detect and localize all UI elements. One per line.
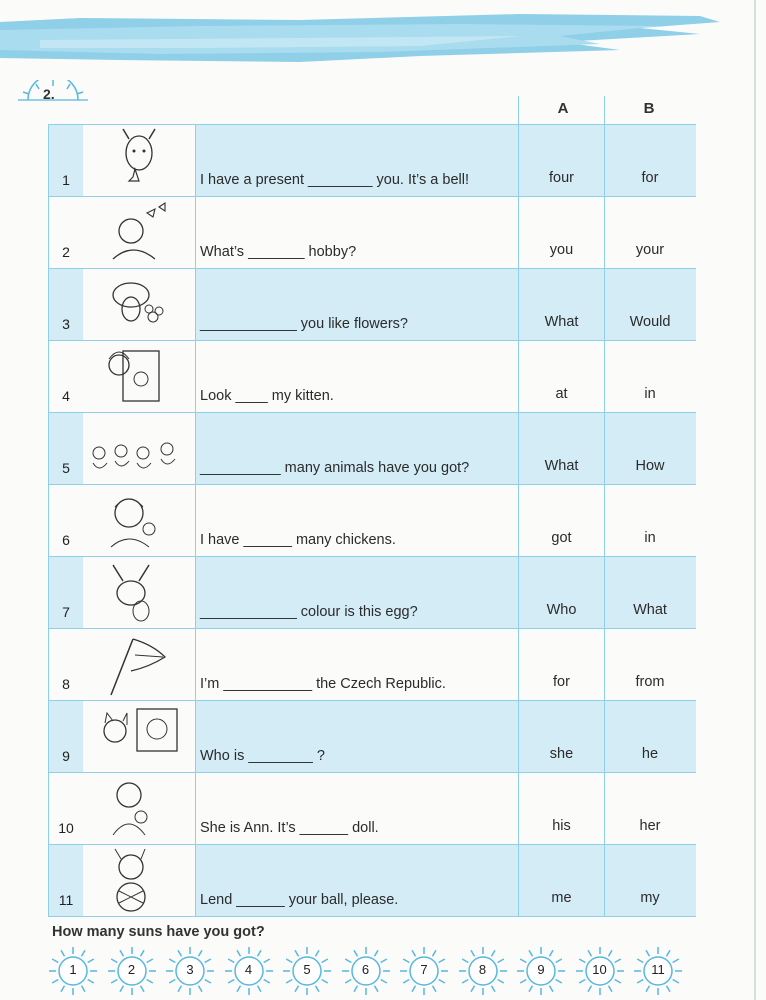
option-b-text: in: [644, 530, 656, 546]
option-a-cell[interactable]: [519, 773, 605, 844]
sheep-with-flowers-icon: [83, 269, 195, 340]
option-a-text: What: [544, 314, 579, 330]
sun-number: 10: [592, 962, 607, 977]
table-row: [48, 197, 696, 269]
row-picture-cell: [83, 341, 196, 412]
table-row: [48, 845, 696, 917]
row-number-cell: [48, 845, 84, 916]
option-b-cell[interactable]: [605, 125, 695, 196]
sun-circle[interactable]: [45, 945, 101, 997]
option-b-text: my: [640, 890, 660, 906]
option-b-cell[interactable]: [605, 197, 695, 268]
row-number: 5: [62, 460, 70, 476]
rabbit-with-egg-icon: [83, 557, 195, 628]
sun-number: 7: [420, 962, 428, 977]
row-picture-cell: [83, 557, 196, 628]
option-a-cell[interactable]: [519, 845, 605, 916]
option-a-text: at: [555, 386, 568, 402]
option-b-text: from: [635, 674, 665, 690]
sun-number: 1: [69, 962, 77, 977]
goat-with-bell-icon: [83, 125, 195, 196]
row-number: 6: [62, 532, 70, 548]
sun-circle[interactable]: [162, 945, 218, 997]
sun-number: 4: [244, 962, 253, 977]
table-row: [48, 269, 696, 341]
option-b-cell[interactable]: [605, 485, 695, 556]
option-b-text: for: [641, 170, 659, 186]
sun-number: 3: [186, 962, 194, 977]
exercise-table: [48, 124, 696, 917]
boy-with-chicken-icon: [83, 485, 195, 556]
option-a-cell[interactable]: [519, 413, 605, 484]
option-b-text: your: [635, 242, 665, 258]
row-number: 11: [58, 892, 74, 908]
row-picture-cell: [83, 197, 196, 268]
header-divider: [604, 96, 605, 124]
row-number-cell: [48, 485, 84, 556]
option-a-text: she: [549, 746, 574, 762]
option-a-text: Who: [546, 602, 577, 618]
option-a-text: for: [553, 674, 570, 690]
sentence-cell: [196, 701, 519, 772]
option-b-text: How: [635, 458, 665, 474]
option-b-cell[interactable]: [605, 557, 695, 628]
girl-with-butterflies-icon: [83, 197, 195, 268]
sentence-cell: [196, 197, 519, 268]
sentence-text: Lend ______ your ball, please.: [200, 892, 399, 908]
sun-number: 8: [478, 962, 487, 977]
sentence-text: She is Ann. It’s ______ doll.: [200, 820, 379, 836]
table-row: [48, 485, 696, 557]
option-a-cell[interactable]: [519, 269, 605, 340]
cat-and-boy-photo-icon: [83, 701, 195, 772]
row-picture-cell: [83, 773, 196, 844]
sentence-text: __________ many animals have you got?: [200, 460, 470, 476]
sun-circle[interactable]: [338, 945, 394, 997]
table-row: [48, 341, 696, 413]
option-b-cell[interactable]: [605, 341, 695, 412]
row-number-cell: [48, 773, 84, 844]
row-picture-cell: [83, 125, 196, 196]
dog-with-ball-icon: [83, 845, 195, 916]
sentence-cell: [196, 269, 519, 340]
sentence-cell: [196, 629, 519, 700]
option-b-text: Would: [629, 314, 671, 330]
sun-number: 11: [651, 962, 665, 977]
sentence-text: What’s _______ hobby?: [200, 244, 357, 260]
header-divider: [518, 96, 519, 124]
table-row: [48, 773, 696, 845]
row-number: 3: [62, 316, 70, 332]
sun-circle[interactable]: [396, 945, 452, 997]
option-a-text: What: [544, 458, 579, 474]
option-b-cell[interactable]: [605, 773, 695, 844]
option-b-text: her: [639, 818, 661, 834]
option-b-text: he: [641, 746, 659, 762]
sun-number: 6: [361, 962, 370, 977]
sentence-cell: [196, 413, 519, 484]
option-a-cell[interactable]: [519, 701, 605, 772]
table-row: [48, 701, 696, 773]
table-row: [48, 629, 696, 701]
row-number-cell: [48, 269, 84, 340]
sentence-text: ____________ you like flowers?: [200, 316, 408, 332]
column-header-b: B: [643, 100, 655, 117]
option-a-cell[interactable]: [519, 341, 605, 412]
row-number: 8: [62, 676, 70, 692]
row-picture-cell: [83, 485, 196, 556]
four-chicks-icon: [83, 413, 195, 484]
exercise-number: 2.: [43, 86, 55, 102]
option-a-text: got: [551, 530, 572, 546]
sun-circle[interactable]: [572, 945, 628, 997]
row-number: 2: [62, 244, 70, 260]
option-a-cell[interactable]: [519, 557, 605, 628]
sentence-cell: [196, 485, 519, 556]
suns-question: How many suns have you got?: [52, 924, 265, 940]
option-b-cell[interactable]: [605, 701, 695, 772]
row-picture-cell: [83, 269, 196, 340]
option-a-cell[interactable]: [519, 197, 605, 268]
row-number: 10: [58, 820, 74, 836]
row-number-cell: [48, 413, 84, 484]
row-number-cell: [48, 341, 84, 412]
row-number: 7: [62, 604, 70, 620]
girl-with-doll-icon: [83, 773, 195, 844]
option-b-cell[interactable]: [605, 845, 695, 916]
sentence-cell: [196, 125, 519, 196]
sentence-text: I’m ___________ the Czech Republic.: [200, 676, 446, 692]
sentence-text: ____________ colour is this egg?: [200, 604, 418, 620]
option-b-cell[interactable]: [605, 629, 695, 700]
option-a-cell[interactable]: [519, 629, 605, 700]
row-picture-cell: [83, 845, 196, 916]
girl-with-kitten-picture-icon: [83, 341, 195, 412]
sun-circle[interactable]: [630, 945, 686, 997]
option-b-text: in: [644, 386, 656, 402]
option-a-cell[interactable]: [519, 125, 605, 196]
row-number-cell: [48, 557, 84, 628]
sun-circle[interactable]: [279, 945, 335, 997]
option-b-cell[interactable]: [605, 413, 695, 484]
row-number: 9: [62, 748, 70, 764]
row-picture-cell: [83, 629, 196, 700]
option-a-text: you: [549, 242, 574, 258]
option-a-text: four: [549, 170, 574, 186]
row-number: 1: [62, 172, 70, 188]
row-number-cell: [48, 125, 84, 196]
sentence-cell: [196, 773, 519, 844]
sentence-text: Who is ________ ?: [200, 748, 325, 764]
sentence-cell: [196, 341, 519, 412]
row-picture-cell: [83, 701, 196, 772]
table-row: [48, 413, 696, 485]
exercise-number-badge: [18, 80, 88, 106]
header-banner: [0, 0, 766, 80]
czech-flag-icon: [83, 629, 195, 700]
row-number-cell: [48, 701, 84, 772]
row-number-cell: [48, 197, 84, 268]
sentence-cell: [196, 845, 519, 916]
sentence-text: Look ____ my kitten.: [200, 388, 334, 404]
suns-row: [45, 945, 705, 1000]
column-header-a: A: [557, 100, 569, 117]
row-number-cell: [48, 629, 84, 700]
option-a-cell[interactable]: [519, 485, 605, 556]
sentence-cell: [196, 557, 519, 628]
sun-circle[interactable]: [104, 945, 160, 997]
sentence-text: I have ______ many chickens.: [200, 532, 396, 548]
option-b-text: What: [633, 602, 667, 618]
table-row: [48, 125, 696, 197]
row-picture-cell: [83, 413, 196, 484]
sun-number: 2: [127, 962, 136, 977]
option-a-text: me: [551, 890, 572, 906]
sun-circle[interactable]: [221, 945, 277, 997]
row-number: 4: [62, 388, 70, 404]
option-b-cell[interactable]: [605, 269, 695, 340]
sun-number: 9: [537, 962, 545, 977]
sentence-text: I have a present ________ you. It’s a bell!: [200, 172, 469, 188]
option-a-text: his: [552, 818, 571, 834]
table-row: [48, 557, 696, 629]
sun-circle[interactable]: [455, 945, 511, 997]
sun-circle[interactable]: [513, 945, 569, 997]
page-edge: [754, 0, 756, 1000]
sun-number: 5: [303, 962, 311, 977]
